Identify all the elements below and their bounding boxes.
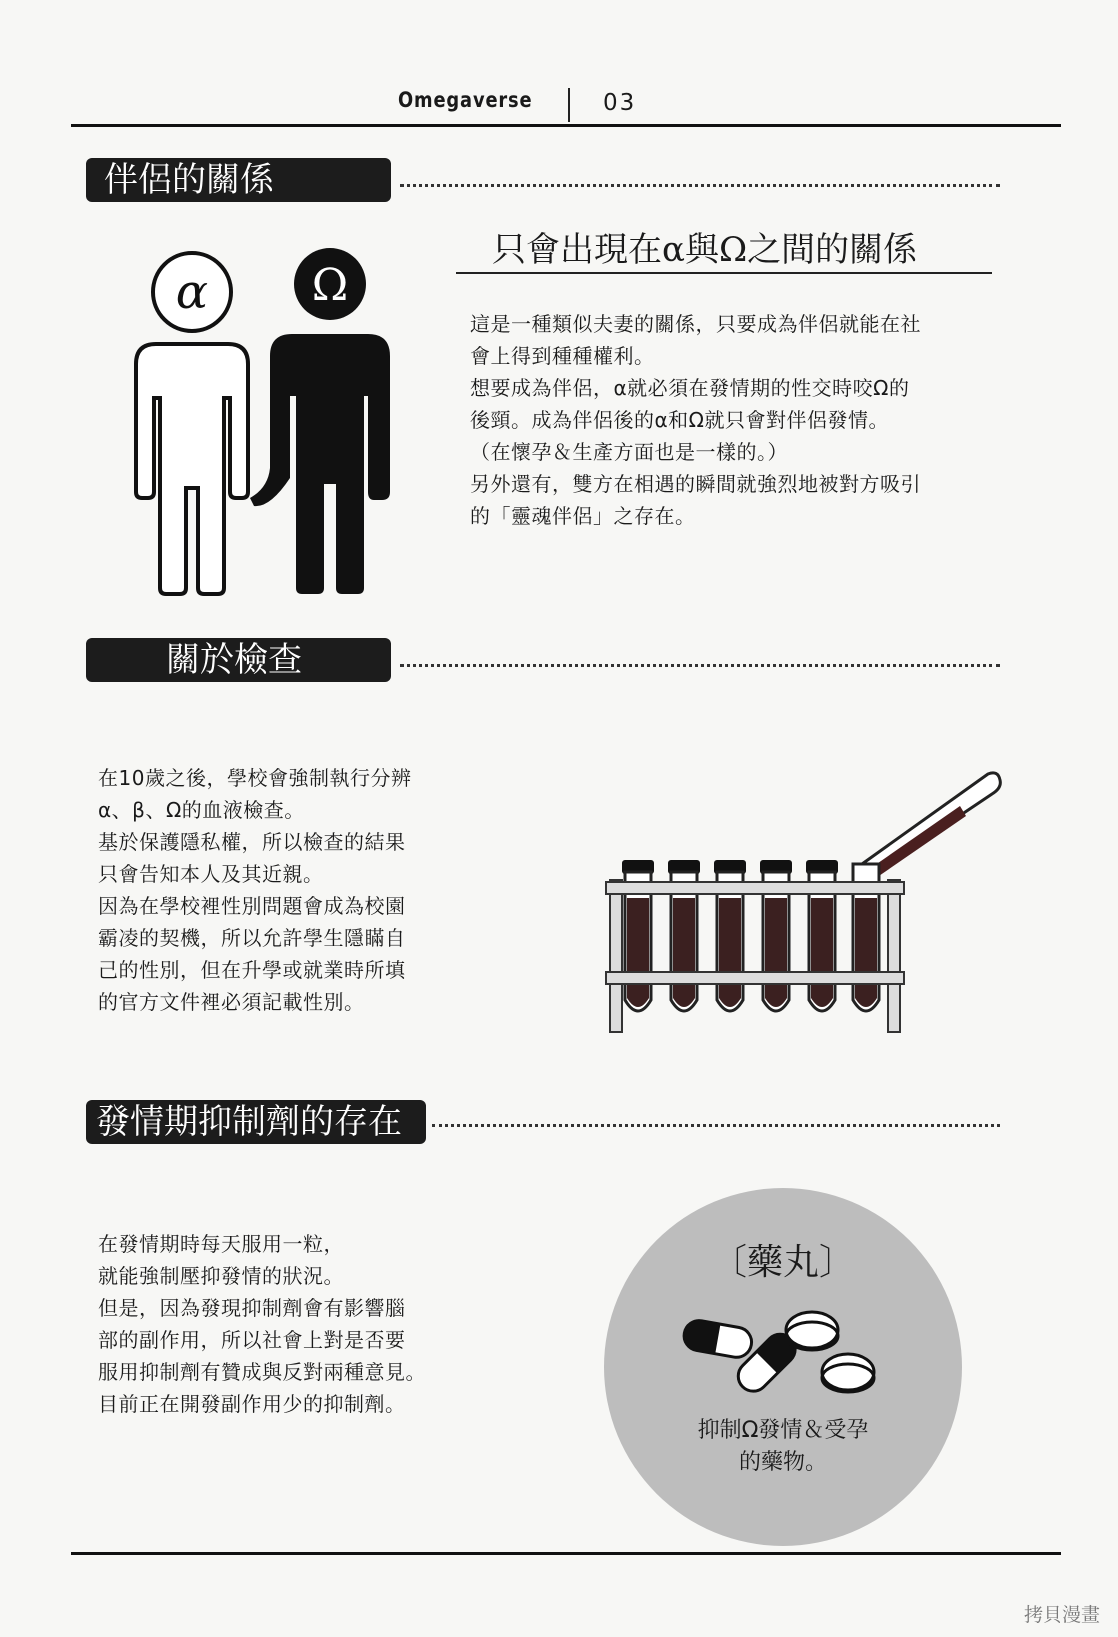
- text-line: 服用抑制劑有贊成與反對兩種意見。: [98, 1360, 426, 1384]
- mate-subheading: 只會出現在α與Ω之間的關係: [492, 230, 918, 270]
- text-line: 在10歲之後，學校會強制執行分辨: [98, 766, 412, 790]
- dotted-leader: [432, 1124, 1000, 1127]
- text-line: 在發情期時每天服用一粒，: [98, 1232, 344, 1256]
- capsule-icon: [682, 1318, 754, 1359]
- text-line: 的「靈魂伴侶」之存在。: [470, 504, 696, 528]
- omega-body-icon: [250, 334, 390, 594]
- text-line: 己的性別，但在升學或就業時所填: [98, 958, 406, 982]
- watermark-text: 拷貝漫畫: [1024, 1604, 1101, 1626]
- text-line: 就能強制壓抑發情的狀況。: [98, 1264, 344, 1288]
- section-title-test: 關於檢查: [86, 638, 391, 682]
- text-line: α、β、Ω的血液檢查。: [98, 798, 305, 822]
- footer-rule: [71, 1552, 1061, 1555]
- test-tube-rack-illustration: [600, 760, 1010, 1040]
- omega-symbol: Ω: [311, 260, 349, 311]
- alpha-omega-figures-illustration: [120, 248, 420, 598]
- text-line: 後頸。成為伴侶後的α和Ω就只會對伴侶發情。: [470, 408, 889, 432]
- suppressant-paragraph: [98, 1228, 426, 1420]
- text-line: 的藥物。: [738, 1450, 827, 1475]
- subheading-underline: [456, 272, 992, 274]
- text-line: 會上得到種種權利。: [470, 344, 655, 368]
- text-line: 但是，因為發現抑制劑會有影響腦: [98, 1296, 406, 1320]
- pill-label: 〔藥丸〕: [710, 1242, 855, 1283]
- test-paragraph: [98, 762, 411, 1018]
- pills-illustration: [676, 1300, 906, 1410]
- dotted-leader: [400, 664, 1000, 667]
- section-title-suppressant: 發情期抑制劑的存在: [86, 1100, 426, 1144]
- header-separator: [568, 88, 570, 122]
- tablet-icon: [786, 1312, 838, 1350]
- text-line: （在懷孕＆生產方面也是一樣的。）: [470, 440, 788, 464]
- text-line: 目前正在開發副作用少的抑制劑。: [98, 1392, 406, 1416]
- text-line: 想要成為伴侶，α就必須在發情期的性交時咬Ω的: [470, 376, 910, 400]
- tablet-icon: [822, 1354, 874, 1392]
- header-rule: [71, 124, 1061, 127]
- text-line: 的官方文件裡必須記載性別。: [98, 990, 365, 1014]
- page-number: 03: [603, 90, 637, 116]
- text-line: 另外還有，雙方在相遇的瞬間就強烈地被對方吸引: [470, 472, 921, 496]
- pill-caption: [604, 1415, 962, 1479]
- text-line: 基於保護隱私權，所以檢查的結果: [98, 830, 406, 854]
- mate-paragraph: [470, 308, 921, 532]
- section-title-mate: 伴侶的關係: [86, 158, 391, 202]
- running-header-title: Omegaverse: [398, 88, 533, 112]
- alpha-symbol: α: [175, 264, 209, 320]
- pipette-icon: [862, 773, 1000, 878]
- text-line: 因為在學校裡性別問題會成為校園: [98, 894, 406, 918]
- text-line: 這是一種類似夫妻的關係，只要成為伴侶就能在社: [470, 312, 921, 336]
- alpha-body-icon: [136, 344, 248, 594]
- text-line: 抑制Ω發情＆受孕: [697, 1418, 869, 1443]
- dotted-leader: [400, 184, 1000, 187]
- text-line: 霸凌的契機，所以允許學生隱瞞自: [98, 926, 406, 950]
- text-line: 只會告知本人及其近親。: [98, 862, 324, 886]
- text-line: 部的副作用，所以社會上對是否要: [98, 1328, 406, 1352]
